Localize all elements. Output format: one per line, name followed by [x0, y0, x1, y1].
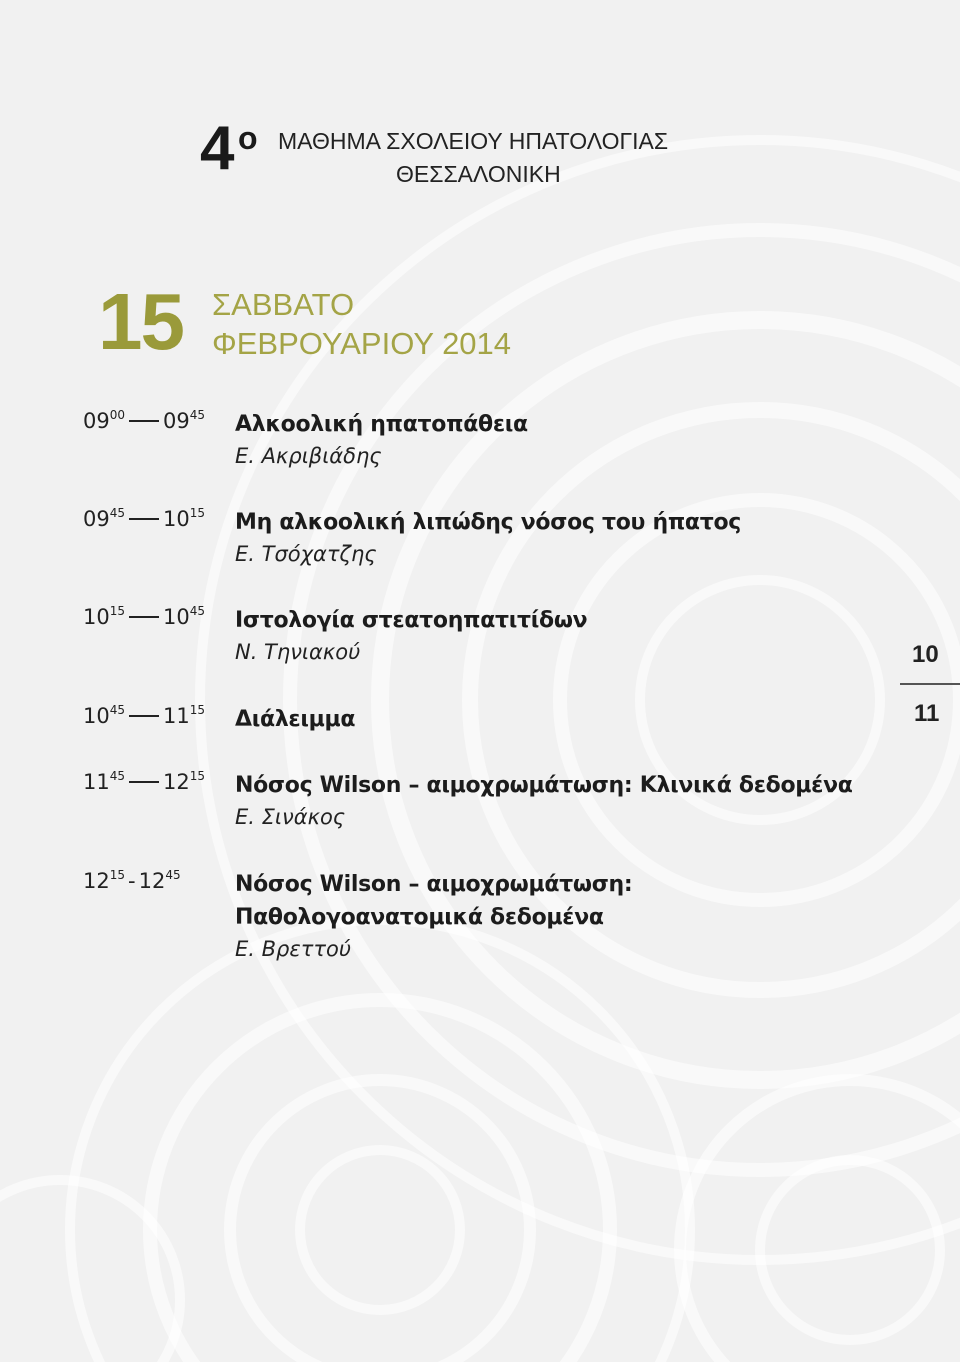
session-speaker: Ν. Τηνιακού: [235, 640, 361, 664]
page-number-divider: [900, 683, 960, 685]
start-hour: 09: [83, 507, 110, 531]
session-speaker: Ε. Βρεττού: [235, 937, 351, 961]
start-minute: 15: [109, 868, 126, 882]
time-dash: [129, 518, 159, 520]
course-title: ΜΑΘΗΜΑ ΣΧΟΛΕΙΟΥ ΗΠΑΤΟΛΟΓΙΑΣ: [278, 128, 669, 154]
session-time: [83, 506, 205, 535]
end-minute: 45: [165, 868, 181, 882]
time-dash: [129, 715, 159, 717]
start-minute: 45: [109, 506, 126, 520]
session-title: Νόσος Wilson – αιμοχρωμάτωση: Παθολογοανατομικά δεδομένα: [235, 872, 633, 930]
session-time: [83, 868, 181, 897]
end-minute: 15: [189, 506, 206, 520]
start-minute: 00: [109, 408, 126, 422]
session-time: [83, 769, 205, 798]
edition-number: 4: [200, 114, 235, 183]
start-hour: 10: [83, 605, 110, 629]
session-speaker: Ε. Ακριβιάδης: [235, 444, 382, 468]
end-minute: 45: [189, 408, 206, 422]
date-day-number: 15: [98, 277, 183, 366]
session-title: Ιστολογία στεατοηπατιτίδων: [235, 608, 588, 633]
session-title: Μη αλκοολική λιπώδης νόσος του ήπατος: [235, 510, 742, 535]
start-minute: 45: [109, 769, 126, 783]
session-title: Νόσος Wilson – αιμοχρωμάτωση: Κλινικά δεδομένα: [235, 773, 853, 798]
start-minute: 45: [109, 703, 126, 717]
end-hour: 12: [163, 770, 190, 794]
time-dash: [129, 781, 159, 783]
start-hour: 12: [83, 869, 110, 893]
time-hyphen: -: [128, 869, 136, 893]
end-hour: 12: [138, 869, 166, 893]
session-time: [83, 703, 205, 732]
end-hour: 09: [163, 409, 190, 433]
date-month-year: ΦΕΒΡΟΥΑΡΙΟΥ 2014: [212, 326, 512, 361]
end-minute: 15: [189, 703, 206, 717]
end-hour: 10: [163, 507, 190, 531]
session-speaker: Ε. Τσόχατζης: [235, 542, 377, 566]
session-time: [83, 604, 205, 633]
end-hour: 11: [163, 704, 190, 728]
session-speaker: Ε. Σινάκος: [235, 805, 346, 829]
session-time: [83, 408, 205, 437]
start-minute: 15: [109, 604, 126, 618]
end-hour: 10: [163, 605, 190, 629]
page-number-left: 10: [912, 641, 939, 668]
edition-suffix: ο: [238, 120, 258, 156]
start-hour: 10: [83, 704, 110, 728]
end-minute: 15: [189, 769, 206, 783]
course-city: ΘΕΣΣΑΛΟΝΙΚΗ: [396, 161, 561, 187]
session-title: Αλκοολική ηπατοπάθεια: [235, 412, 528, 437]
start-hour: 11: [83, 770, 110, 794]
time-dash: [129, 420, 159, 422]
session-title: Διάλειμμα: [235, 707, 356, 732]
date-weekday: ΣΑΒΒΑΤΟ: [212, 287, 355, 322]
start-hour: 09: [83, 409, 110, 433]
time-dash: [129, 616, 159, 618]
page-number-right: 11: [914, 700, 940, 727]
end-minute: 45: [189, 604, 206, 618]
